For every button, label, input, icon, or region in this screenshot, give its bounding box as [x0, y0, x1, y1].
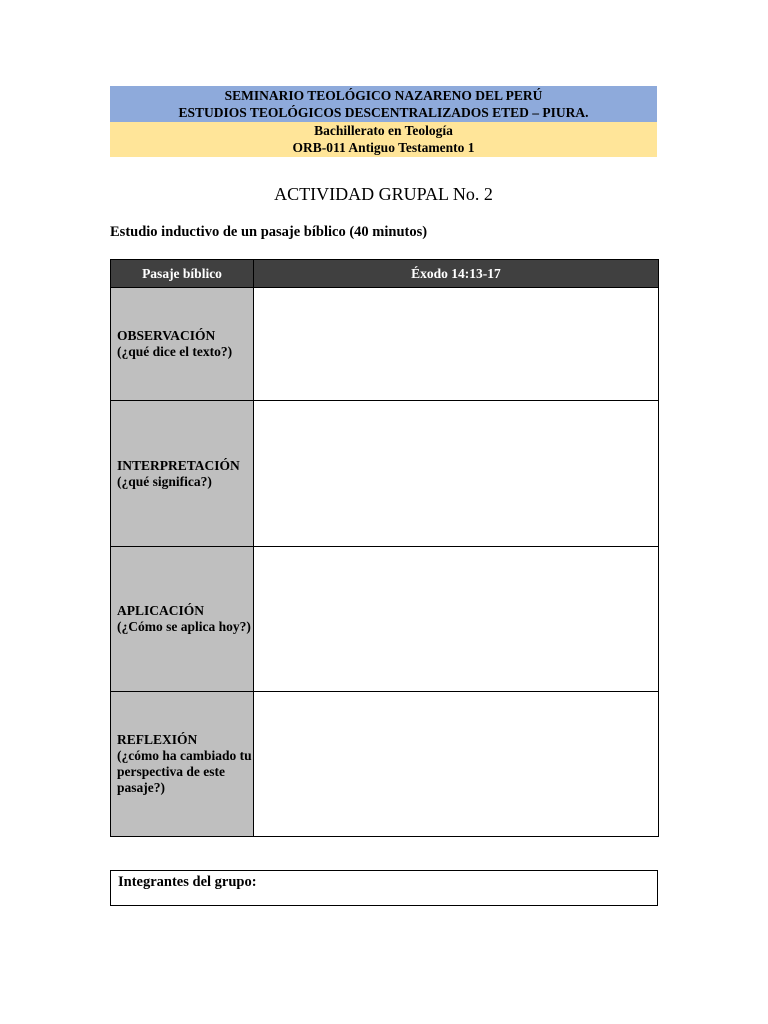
reflection-label: REFLEXIÓN — [117, 732, 198, 747]
row-label-observation — [111, 288, 254, 401]
course-name: ORB-011 Antiguo Testamento 1 — [292, 140, 475, 155]
application-label: APLICACIÓN — [117, 603, 205, 618]
table-row — [111, 401, 659, 547]
group-members-label: Integrantes del grupo: — [118, 874, 257, 890]
page-title: ACTIVIDAD GRUPAL No. 2 — [274, 184, 493, 204]
observation-answer-cell[interactable] — [254, 288, 659, 401]
row-label-application — [111, 547, 254, 692]
table-row — [111, 692, 659, 837]
interpretation-answer-cell[interactable] — [254, 401, 659, 547]
row-label-reflection — [111, 692, 254, 837]
row-label-interpretation — [111, 401, 254, 547]
institution-name: SEMINARIO TEOLÓGICO NAZARENO DEL PERÚ — [224, 88, 543, 103]
activity-subtitle: Estudio inductivo de un pasaje bíblico (40 minutos) — [110, 224, 428, 240]
institution-header — [110, 86, 657, 122]
group-members-box[interactable] — [110, 870, 658, 906]
interpretation-label: INTERPRETACIÓN — [117, 457, 240, 473]
table-row — [111, 547, 659, 692]
table-row — [111, 288, 659, 401]
observation-question: (¿qué dice el texto?) — [117, 344, 233, 359]
observation-label: OBSERVACIÓN — [117, 328, 216, 343]
passage-label: Pasaje bíblico — [111, 260, 254, 288]
study-table — [110, 259, 659, 837]
passage-reference: Éxodo 14:13-17 — [254, 260, 659, 288]
reflection-question: (¿cómo ha cambiado tu perspectiva de este pasaje?) — [117, 748, 252, 795]
application-question: (¿Cómo se aplica hoy?) — [117, 619, 251, 634]
program-name: ESTUDIOS TEOLÓGICOS DESCENTRALIZADOS ETED – PIURA. — [178, 105, 589, 120]
degree-name: Bachillerato en Teología — [314, 123, 453, 138]
interpretation-question: (¿qué significa?) — [117, 473, 212, 489]
application-answer-cell[interactable] — [254, 547, 659, 692]
table-header-row — [111, 260, 659, 288]
reflection-answer-cell[interactable] — [254, 692, 659, 837]
course-header — [110, 122, 657, 157]
